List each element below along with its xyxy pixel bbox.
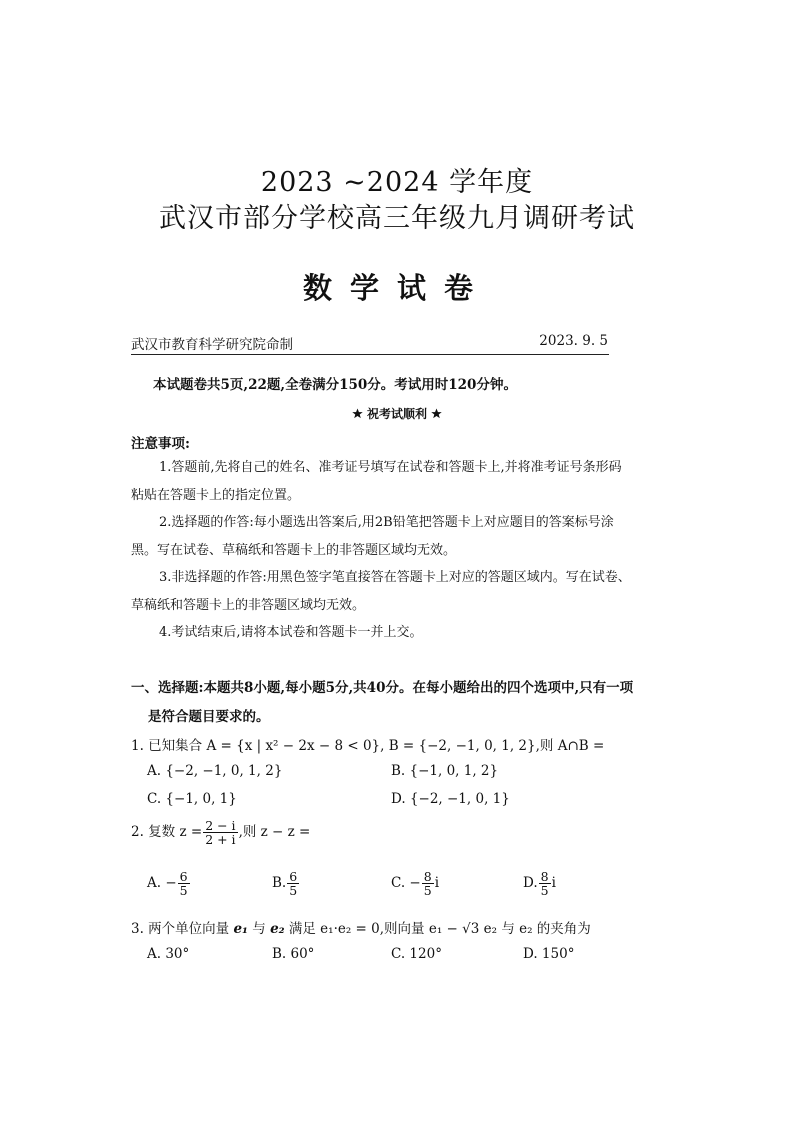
q3-expression: e₁ − √3 e₂ <box>428 921 498 937</box>
q1-set-a: A = {x | x² − 2x − 8 < 0} <box>206 738 381 754</box>
header-divider <box>131 354 609 355</box>
q1-option-b: B. {−1, 0, 1, 2} <box>391 763 499 779</box>
q2-option-a <box>147 870 191 897</box>
notice-item-4-line1: 4.考试结束后,请将本试卷和答题卡一并上交。 <box>159 625 423 640</box>
q2-option-d-den: 5 <box>540 883 549 898</box>
q2-option-d <box>523 870 556 897</box>
title-exam-name: 武汉市部分学校高三年级九月调研考试 <box>159 203 635 234</box>
question-1 <box>131 734 604 754</box>
q2-option-c <box>391 870 439 897</box>
q2-option-d-fraction <box>539 870 551 897</box>
q2-option-c-num: 8 <box>423 869 432 884</box>
notice-item-3-line1: 3.非选择题的作答:用黑色签字笔直接答在答题卡上对应的答题区域内。写在试卷、 <box>159 570 631 585</box>
q3-prefix: 3. 两个单位向量 <box>131 921 234 937</box>
q3-vector-e2: e₂ <box>270 921 285 937</box>
q3-and: 与 <box>247 921 271 937</box>
q3-tail: 与 e₂ 的夹角为 <box>497 921 591 937</box>
q2-option-a-num: 6 <box>179 869 188 884</box>
star-icon <box>431 408 442 419</box>
q2-option-a-den: 5 <box>179 883 188 898</box>
notice-item-2-line1: 2.选择题的作答:每小题选出答案后,用2B铅笔把答题卡上对应题目的答案标号涂 <box>159 515 614 530</box>
question-2 <box>131 819 310 846</box>
q3-option-b: B. 60° <box>272 946 315 962</box>
q2-option-c-den: 5 <box>423 883 432 898</box>
q2-option-b-den: 5 <box>289 883 298 898</box>
q2-option-a-fraction <box>178 870 190 897</box>
q2-prefix: 2. 复数 z = <box>131 824 203 840</box>
q3-option-c: C. 120° <box>391 946 442 962</box>
q1-option-d: D. {−2, −1, 0, 1} <box>391 791 510 807</box>
q2-option-b-label: B. <box>272 875 287 891</box>
question-3 <box>131 917 591 937</box>
q1-prefix: 1. 已知集合 <box>131 738 207 754</box>
notice-item-2-line2: 黑。写在试卷、草稿纸和答题卡上的非答题区域均无效。 <box>131 543 457 558</box>
q2-fraction-numerator: 2 − i <box>205 818 236 833</box>
q2-option-d-suffix: i <box>551 875 556 891</box>
q1-option-c: C. {−1, 0, 1} <box>147 791 237 807</box>
q2-option-a-label: A. − <box>147 875 177 891</box>
exam-intro: 本试题卷共5页,22题,全卷满分150分。考试用时120分钟。 <box>153 377 517 393</box>
q1-ask: ,则 A∩B = <box>535 738 605 754</box>
q2-fraction-denominator: 2 + i <box>205 832 236 847</box>
good-luck-text: 祝考试顺利 <box>366 407 427 421</box>
q2-option-b-fraction <box>287 870 299 897</box>
q2-option-c-fraction <box>422 870 434 897</box>
notice-item-3-line2: 草稿纸和答题卡上的非答题区域均无效。 <box>131 598 366 613</box>
star-icon <box>352 408 363 419</box>
q2-option-d-num: 8 <box>540 869 549 884</box>
q3-option-a: A. 30° <box>147 946 190 962</box>
section-heading-line2: 是符合题目要求的。 <box>148 709 270 725</box>
q2-option-c-label: C. − <box>391 875 421 891</box>
title-year: 2023 ~2024 学年度 <box>260 167 534 198</box>
good-luck-banner <box>0 405 794 422</box>
q1-set-b: , B = {−2, −1, 0, 1, 2} <box>380 738 536 754</box>
q3-vector-e1: e₁ <box>233 921 248 937</box>
q2-option-c-suffix: i <box>434 875 440 891</box>
q2-option-b-num: 6 <box>289 869 298 884</box>
section-heading-line1: 一、选择题:本题共8小题,每小题5分,共40分。在每小题给出的四个选项中,只有一项 <box>131 680 634 696</box>
issuer: 武汉市教育科学研究院命制 <box>131 337 293 353</box>
exam-date: 2023. 9. 5 <box>539 333 608 349</box>
q2-option-b <box>272 870 300 897</box>
q2-option-d-label: D. <box>523 875 538 891</box>
q1-option-a: A. {−2, −1, 0, 1, 2} <box>147 763 283 779</box>
q3-option-d: D. 150° <box>523 946 575 962</box>
q3-condition: 满足 e₁·e₂ = 0,则向量 <box>284 921 429 937</box>
notice-item-1-line1: 1.答题前,先将自己的姓名、准考证号填写在试卷和答题卡上,并将准考证号条形码 <box>159 460 622 475</box>
title-subject: 数学试卷 <box>302 271 491 305</box>
notice-item-1-line2: 粘贴在答题卡上的指定位置。 <box>131 488 301 503</box>
notice-title: 注意事项: <box>131 436 190 452</box>
q2-fraction <box>203 819 237 846</box>
q2-ask: ,则 z − z = <box>238 824 311 840</box>
